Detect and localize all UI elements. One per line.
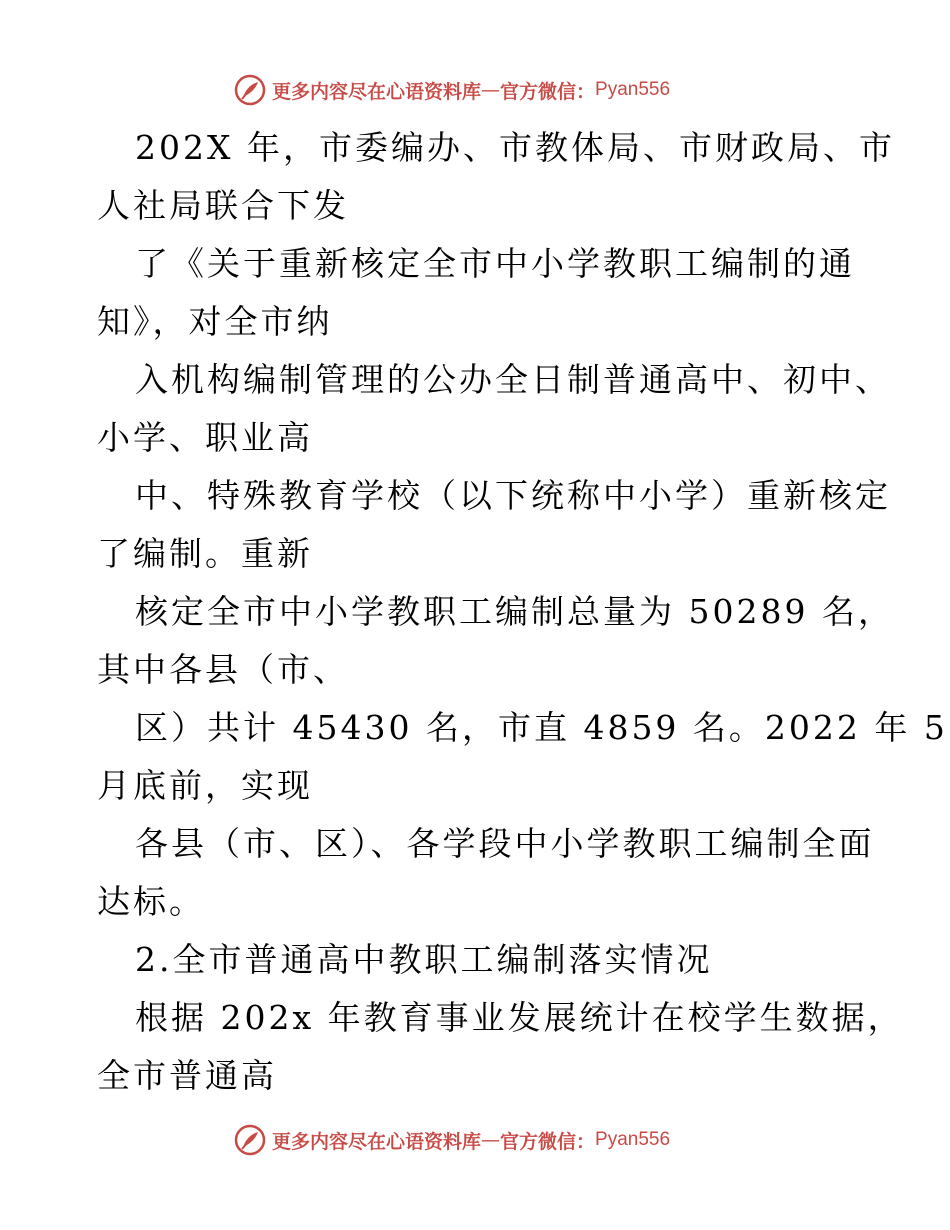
body-line-8: 了编制。重新: [97, 534, 313, 573]
body-line-6: 小学、职业高: [97, 418, 313, 457]
watermark-wechat-id: Pyan556: [595, 79, 671, 100]
body-line-16: 根据 202x 年教育事业发展统计在校学生数据，: [135, 998, 904, 1037]
watermark-wechat-label: 官方微信：: [500, 1130, 596, 1153]
body-line-3: 了《关于重新核定全市中小学教职工编制的通: [135, 244, 855, 283]
footer-watermark: [234, 1122, 670, 1158]
body-line-7: 中、特殊教育学校（以下统称中小学）重新核定: [135, 476, 891, 515]
body-line-5: 入机构编制管理的公办全日制普通高中、初中、: [135, 360, 891, 399]
watermark-brand: 更多内容尽在心语资料库: [272, 1130, 482, 1153]
body-line-17: 全市普通高: [97, 1056, 277, 1095]
watermark-separator: —: [481, 1129, 501, 1151]
body-line-13: 各县（市、区）、各学段中小学教职工编制全面: [135, 824, 875, 863]
body-line-11: 区）共计 45430 名，市直 4859 名。2022 年 5: [135, 708, 948, 747]
feather-pen-logo-icon: [234, 1124, 266, 1156]
body-line-12: 月底前，实现: [97, 766, 313, 805]
body-line-4: 知》，对全市纳: [97, 302, 333, 341]
body-line-10: 其中各县（市、: [97, 650, 349, 689]
body-line-14: 达标。: [97, 882, 205, 921]
header-watermark: [234, 72, 670, 108]
body-line-2: 人社局联合下发: [97, 186, 349, 225]
watermark-separator: —: [481, 79, 501, 101]
section-heading: 2.全市普通高中教职工编制落实情况: [135, 940, 713, 979]
body-line-9: 核定全市中小学教职工编制总量为 50289 名，: [135, 592, 894, 631]
watermark-wechat-id: Pyan556: [595, 1129, 671, 1150]
watermark-brand: 更多内容尽在心语资料库: [272, 80, 482, 103]
body-line-1: 202X 年，市委编办、市教体局、市财政局、市: [135, 128, 895, 167]
watermark-wechat-label: 官方微信：: [500, 80, 596, 103]
feather-pen-logo-icon: [234, 74, 266, 106]
